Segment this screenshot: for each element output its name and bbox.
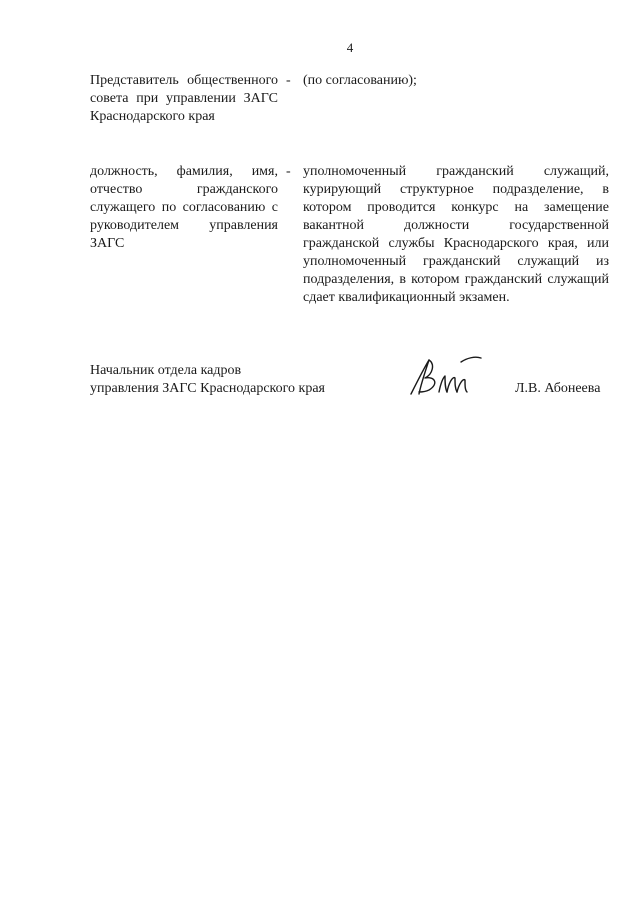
- signatory-title-line1: Начальник отдела кадров: [90, 363, 242, 378]
- signatory-name: Л.В. Абонеева: [515, 381, 601, 396]
- handwritten-signature: [405, 352, 485, 400]
- signatory-title-line2: управления ЗАГС Краснодарского края: [90, 381, 325, 396]
- member-position: Представитель общественного совета при управлении ЗАГС Краснодарского края: [90, 73, 278, 124]
- member-separator: -: [286, 164, 291, 179]
- member-description: уполномоченный гражданский служащий, курирующий структурное подразделение, в котором проводится конкурс на замещение вакантной должности государственной гражданской службы Краснодарского края, или уполномоченный гражданский служащий из подразделения, в котором гражданский служащий сдает квалификационный экзамен.: [303, 164, 609, 305]
- member-position: должность, фамилия, имя, отчество гражданского служащего по согласованию с руководителем управления ЗАГС: [90, 164, 278, 251]
- member-description: (по согласованию);: [303, 73, 417, 88]
- page-number: 4: [346, 40, 354, 55]
- signatory-title: [90, 362, 325, 398]
- member-separator: -: [286, 73, 291, 88]
